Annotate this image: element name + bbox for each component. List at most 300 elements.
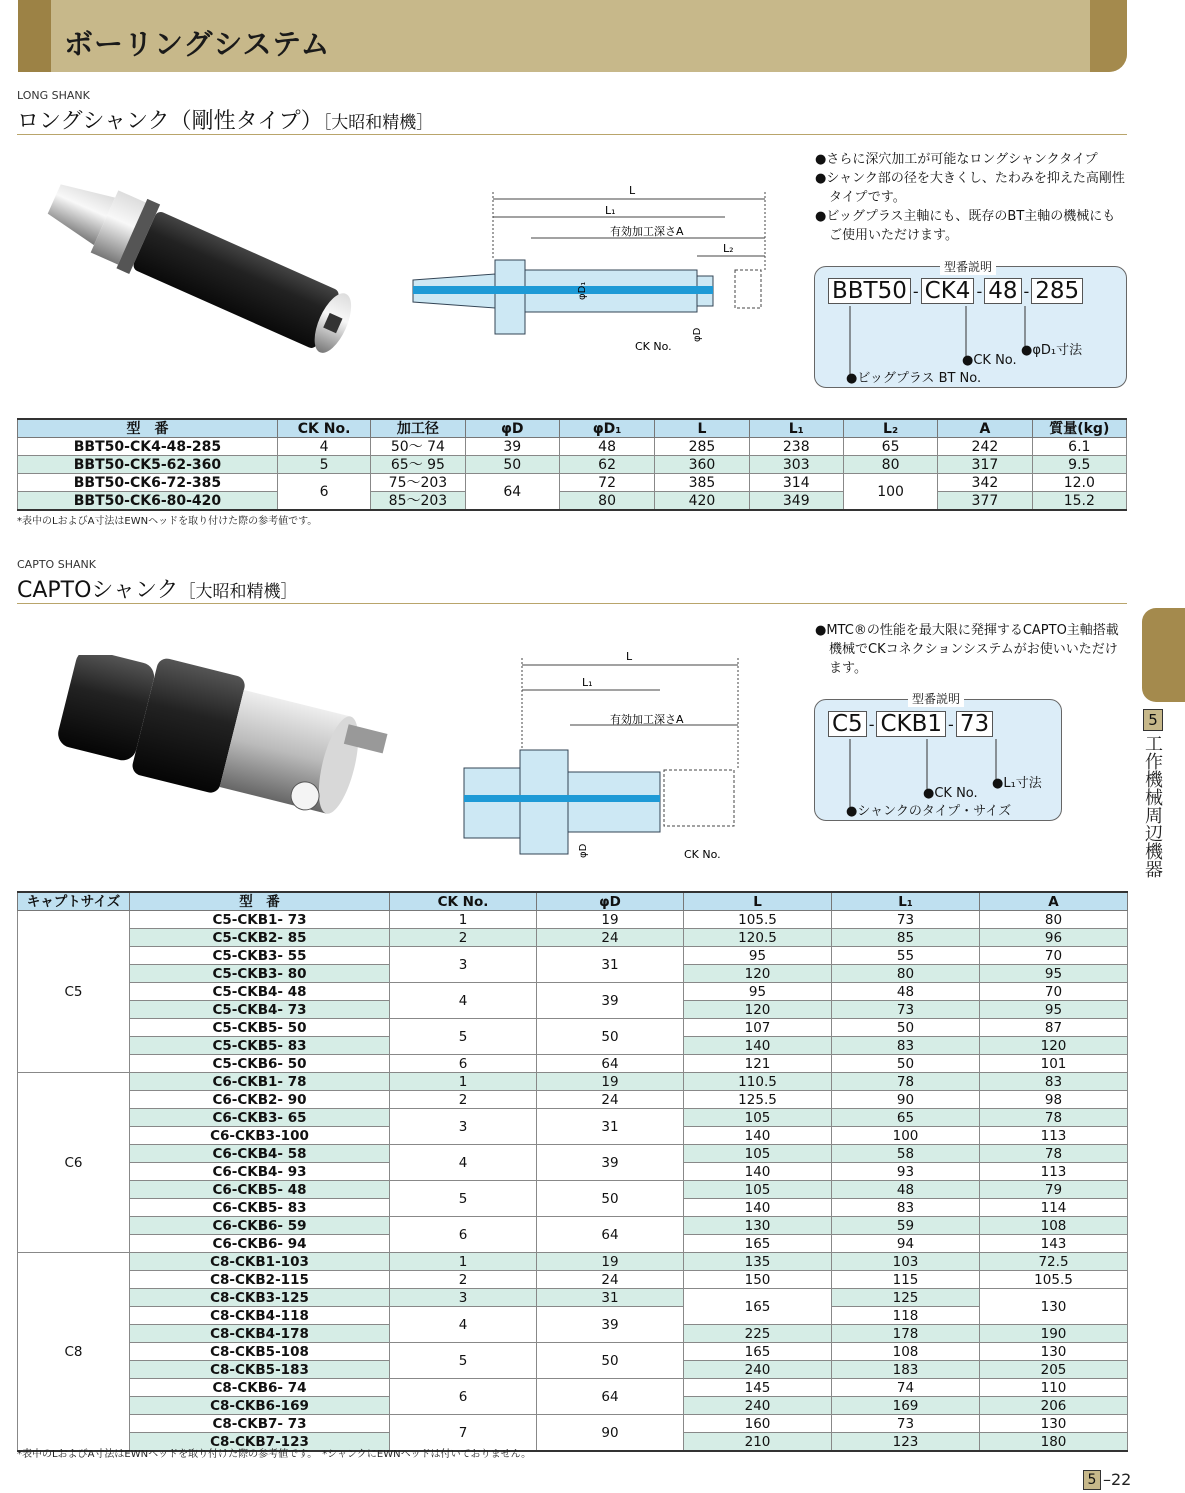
cell: 24 [537,929,684,947]
cell: 83 [832,1199,980,1217]
table-row [18,492,1127,511]
cell: BBT50-CK5-62-360 [18,456,278,474]
table-row [18,911,1128,929]
cell: 50～ 74 [371,438,465,456]
cell: 108 [832,1343,980,1361]
table-row [18,1415,1128,1433]
cell: C6-CKB4- 93 [130,1163,390,1181]
model-label-shank: ●シャンクのタイプ・サイズ [846,804,1012,819]
cell: 78 [832,1073,980,1091]
bullet-1: ●さらに深穴加工が可能なロングシャンクタイプ [815,152,1098,167]
cell: C5-CKB4- 48 [130,983,390,1001]
cell: 24 [537,1091,684,1109]
cell: 96 [980,929,1128,947]
cell: 123 [832,1433,980,1452]
cell: 385 [655,474,749,492]
cell: 78 [980,1145,1128,1163]
cell: 85 [832,929,980,947]
cell: 9.5 [1032,456,1126,474]
cell: 55 [832,947,980,965]
cell: 73 [832,1415,980,1433]
dim-D: φD [578,843,589,858]
cell: 130 [980,1343,1128,1361]
cell: 5 [390,1181,537,1217]
cell: 303 [749,456,843,474]
dim-L: L [629,184,636,197]
cell: 64 [537,1379,684,1415]
table-row [18,1379,1128,1397]
cell: C5-CKB6- 50 [130,1055,390,1073]
cell: 79 [980,1181,1128,1199]
cell: C6-CKB2- 90 [130,1091,390,1109]
cell: 83 [832,1037,980,1055]
cell: 50 [465,456,559,474]
code-sep: - [976,281,983,301]
col-header: 型 番 [130,892,390,911]
cell: 377 [938,492,1032,511]
capto-shank-table [17,891,1128,1452]
cell: 19 [537,911,684,929]
cell: 6.1 [1032,438,1126,456]
cell: BBT50-CK6-80-420 [18,492,278,511]
table-row [18,438,1127,456]
cell: 1 [390,1073,537,1091]
code-part-shank: C5 [828,711,867,737]
dim-D: φD [692,327,703,342]
page-title: ボーリングシステム [64,27,331,61]
cell: 48 [832,983,980,1001]
long-shank-photo [20,178,380,353]
code-sep: - [1023,281,1030,301]
cell: C6-CKB3- 65 [130,1109,390,1127]
long-shank-drawing [405,180,785,355]
cell: 114 [980,1199,1128,1217]
code-part-d1: 48 [984,278,1021,304]
cell: C8-CKB7-123 [130,1433,390,1452]
col-header: L₁ [749,419,843,438]
cell: 70 [980,947,1128,965]
chapter-tab [1142,608,1185,702]
col-header: φD [537,892,684,911]
cell: 72.5 [980,1253,1128,1271]
cell: C5-CKB4- 73 [130,1001,390,1019]
cell: 5 [390,1019,537,1055]
model-label-d1: ●φD₁寸法 [1021,343,1083,358]
cell: C8-CKB6- 74 [130,1379,390,1397]
cell: 105 [684,1181,832,1199]
cell: 64 [537,1217,684,1253]
col-header: CK No. [390,892,537,911]
cell: 75～203 [371,474,465,492]
cell: 103 [832,1253,980,1271]
table-header [18,419,1127,438]
cell: 100 [832,1127,980,1145]
cell: 110.5 [684,1073,832,1091]
cell: 140 [684,1037,832,1055]
cell: BBT50-CK6-72-385 [18,474,278,492]
table-row [18,1145,1128,1163]
cell: C5-CKB1- 73 [130,911,390,929]
cell: 95 [980,965,1128,983]
cell: 113 [980,1163,1128,1181]
table-row [18,1073,1128,1091]
section2-title: CAPTOシャンク［大昭和精機］ [17,578,298,603]
section2-note: *表中のLおよびA寸法はEWNヘッドを取り付けた際の参考値です。 *シャンクにEWNヘッドは付いておりません。 [17,1449,532,1460]
table-row [18,1307,1128,1325]
cell: 125.5 [684,1091,832,1109]
cell: 50 [832,1019,980,1037]
cell: 50 [537,1181,684,1217]
section1-note: *表中のLおよびA寸法はEWNヘッドを取り付けた際の参考値です。 [17,516,318,527]
cell: 242 [938,438,1032,456]
model-label-ck: ●CK No. [923,786,978,801]
cell: 206 [980,1397,1128,1415]
long-shank-table [17,418,1127,511]
cell: 105 [684,1145,832,1163]
capto-shank-photo [50,655,400,835]
cell: 105.5 [684,911,832,929]
section1-rule [17,134,1127,135]
cell: 205 [980,1361,1128,1379]
cell: 1 [390,1253,537,1271]
cell: 48 [832,1181,980,1199]
cell: C6-CKB6- 94 [130,1235,390,1253]
table-row [18,1019,1128,1037]
code-part-length: 285 [1031,278,1083,304]
cell: 19 [537,1253,684,1271]
cell: 95 [980,1001,1128,1019]
code-part-ck: CK4 [921,278,975,304]
cell: 50 [537,1019,684,1055]
table-header [18,892,1128,911]
cell: 145 [684,1379,832,1397]
cell: 39 [537,1307,684,1343]
model-label-l1: ●L₁寸法 [992,776,1042,791]
cell: 4 [390,983,537,1019]
cell: C5-CKB5- 83 [130,1037,390,1055]
cell: 3 [390,1109,537,1145]
model-box-title-1: 型番説明 [940,258,996,275]
cell: 7 [390,1415,537,1452]
col-header: CK No. [277,419,370,438]
cell: 78 [980,1109,1128,1127]
code-sep: - [912,281,919,301]
cell: C6-CKB5- 83 [130,1199,390,1217]
cell: C5-CKB2- 85 [130,929,390,947]
cell: 80 [980,911,1128,929]
table-row [18,1271,1128,1289]
cell: C8-CKB3-125 [130,1289,390,1307]
col-header: 質量(kg) [1032,419,1126,438]
section1-en-title: LONG SHANK [17,89,90,102]
cell: 285 [655,438,749,456]
cell: 101 [980,1055,1128,1073]
cell: 64 [465,474,559,511]
col-header: L₂ [843,419,937,438]
code-part-series: BBT50 [828,278,911,304]
cell: 4 [390,1145,537,1181]
cell: 169 [832,1397,980,1415]
cell: C8-CKB1-103 [130,1253,390,1271]
cell: 95 [684,947,832,965]
table-row [18,1343,1128,1361]
dim-depth: 有効加工深さA [610,713,684,726]
cell: C5-CKB3- 80 [130,965,390,983]
table-row [18,1055,1128,1073]
col-header: L [684,892,832,911]
col-header: 加工径 [371,419,465,438]
cell: 70 [980,983,1128,1001]
cell: 314 [749,474,843,492]
cell: 6 [390,1379,537,1415]
col-header: 型 番 [18,419,278,438]
size-cell: C6 [18,1073,130,1253]
coolant-line [413,286,713,294]
cell: 65～ 95 [371,456,465,474]
cell: 130 [684,1217,832,1235]
cell: 2 [390,929,537,947]
cell: 74 [832,1379,980,1397]
bullet-3: ●ビッグプラス主軸にも、既存のBT主軸の機械にもご使用いただけます。 [815,209,1116,243]
cell: 31 [537,1109,684,1145]
cell: 90 [537,1415,684,1452]
cell: C8-CKB7- 73 [130,1415,390,1433]
cell: 342 [938,474,1032,492]
cell: C6-CKB3-100 [130,1127,390,1145]
cell: 107 [684,1019,832,1037]
cell: 225 [684,1325,832,1343]
cell: 39 [465,438,559,456]
table-row [18,1253,1128,1271]
chapter-title: 工作機械周辺機器 [1142,734,1163,878]
table-row [18,474,1127,492]
model-label-ck: ●CK No. [962,353,1017,368]
table-row [18,456,1127,474]
bullet-2: ●シャンク部の径を大きくし、たわみを抑えた高剛性タイプです。 [815,171,1125,205]
model-box-title-2: 型番説明 [908,690,964,707]
col-header: キャプトサイズ [18,892,130,911]
cell: 2 [390,1271,537,1289]
cell: 48 [559,438,654,456]
cell: C8-CKB4-118 [130,1307,390,1325]
section2-bullets [815,621,1127,678]
footer-chapter-number: 5 [1083,1470,1101,1490]
table-row [18,983,1128,1001]
cell: 3 [390,1289,537,1307]
cell: C8-CKB4-178 [130,1325,390,1343]
cell: 90 [832,1091,980,1109]
cell: 80 [559,492,654,511]
cell: 317 [938,456,1032,474]
cell: 125 [832,1289,980,1307]
cell: C6-CKB1- 78 [130,1073,390,1091]
cell: 360 [655,456,749,474]
table-row [18,947,1128,965]
cell: C6-CKB6- 59 [130,1217,390,1235]
cell: 15.2 [1032,492,1126,511]
cell: 4 [390,1307,537,1343]
cell: 130 [980,1289,1128,1325]
cell: 110 [980,1379,1128,1397]
cell: 210 [684,1433,832,1452]
dim-L1: L₁ [605,204,616,217]
col-header: A [938,419,1032,438]
cell: 118 [832,1307,980,1325]
capto-shank-drawing [450,650,750,865]
cell: 183 [832,1361,980,1379]
cell: 420 [655,492,749,511]
dim-L: L [626,650,633,663]
ck-no-label: CK No. [635,340,672,353]
cell: 50 [537,1343,684,1379]
cell: C5-CKB3- 55 [130,947,390,965]
cell: 59 [832,1217,980,1235]
cell: 150 [684,1271,832,1289]
cell: 65 [832,1109,980,1127]
code-sep: - [868,714,875,734]
col-header: L [655,419,749,438]
cell: 160 [684,1415,832,1433]
cell: 24 [537,1271,684,1289]
cell: C6-CKB5- 48 [130,1181,390,1199]
cell: 31 [537,1289,684,1307]
cell: 143 [980,1235,1128,1253]
cell: 80 [832,965,980,983]
cell: 130 [980,1415,1128,1433]
table-row [18,1109,1128,1127]
dim-depth: 有効加工深さA [610,225,684,238]
cell: 115 [832,1271,980,1289]
cell: 165 [684,1343,832,1361]
code-part-ck: CKB1 [876,711,946,737]
dim-D1: φD₁ [577,281,588,300]
code-sep: - [948,714,954,734]
cell: BBT50-CK4-48-285 [18,438,278,456]
page-number: –22 [1103,1470,1132,1489]
cell: 39 [537,983,684,1019]
cell: 93 [832,1163,980,1181]
size-cell: C5 [18,911,130,1073]
cell: 83 [980,1073,1128,1091]
cell: 140 [684,1163,832,1181]
cell: C8-CKB2-115 [130,1271,390,1289]
col-header: A [980,892,1128,911]
cell: C8-CKB5-108 [130,1343,390,1361]
cell: 180 [980,1433,1128,1452]
cell: 72 [559,474,654,492]
cell: 349 [749,492,843,511]
cell: 190 [980,1325,1128,1343]
cell: C8-CKB6-169 [130,1397,390,1415]
cell: 120 [980,1037,1128,1055]
cell: 140 [684,1127,832,1145]
table-row [18,1181,1128,1199]
cell: 65 [843,438,937,456]
col-header: φD [465,419,559,438]
cell: 165 [684,1235,832,1253]
cell: 5 [277,456,370,474]
cell: 165 [684,1289,832,1325]
cell: 6 [390,1217,537,1253]
section1-bullets [815,150,1127,245]
cell: 58 [832,1145,980,1163]
cell: 240 [684,1361,832,1379]
cell: 240 [684,1397,832,1415]
cell: 95 [684,983,832,1001]
cell: 2 [390,1091,537,1109]
cell: 120 [684,1001,832,1019]
cell: 19 [537,1073,684,1091]
cell: 39 [537,1145,684,1181]
cell: 105 [684,1109,832,1127]
cell: 1 [390,911,537,929]
cell: 12.0 [1032,474,1126,492]
table-row [18,1217,1128,1235]
table-row [18,1289,1128,1307]
col-header: φD₁ [559,419,654,438]
table-row [18,1091,1128,1109]
cell: 135 [684,1253,832,1271]
section2-rule [17,603,1127,604]
cell: 238 [749,438,843,456]
cell: 94 [832,1235,980,1253]
cell: 87 [980,1019,1128,1037]
dim-L2: L₂ [723,242,734,255]
cell: 120.5 [684,929,832,947]
code-part-l1: 73 [956,711,993,737]
table-row [18,929,1128,947]
cell: C6-CKB4- 58 [130,1145,390,1163]
cell: 73 [832,911,980,929]
cell: 3 [390,947,537,983]
title-cap [1090,0,1127,72]
cell: 64 [537,1055,684,1073]
section2-en-title: CAPTO SHANK [17,558,96,571]
cell: C5-CKB5- 50 [130,1019,390,1037]
section1-title: ロングシャンク（剛性タイプ）［大昭和精機］ [17,109,434,134]
cell: 6 [390,1055,537,1073]
cell: 80 [843,456,937,474]
cell: 120 [684,965,832,983]
cell: 178 [832,1325,980,1343]
cell: 62 [559,456,654,474]
chapter-number: 5 [1143,709,1163,731]
dim-L1: L₁ [582,676,593,689]
cell: 100 [843,474,937,511]
cell: 113 [980,1127,1128,1145]
cell: 31 [537,947,684,983]
ck-no-label: CK No. [684,848,721,861]
cell: 121 [684,1055,832,1073]
cell: 98 [980,1091,1128,1109]
model-label-series: ●ビッグプラス BT No. [846,371,982,386]
cell: 5 [390,1343,537,1379]
cell: 4 [277,438,370,456]
coolant-line [464,795,660,802]
cell: 105.5 [980,1271,1128,1289]
cell: C8-CKB5-183 [130,1361,390,1379]
cell: 73 [832,1001,980,1019]
cell: 85～203 [371,492,465,511]
cell: 6 [277,474,370,511]
title-accent [18,0,51,72]
size-cell: C8 [18,1253,130,1452]
bullet-1: ●MTC®の性能を最大限に発揮するCAPTO主軸搭載機械でCKコネクションシステムがお使いいただけます。 [815,623,1119,676]
cell: 50 [832,1055,980,1073]
cell: 140 [684,1199,832,1217]
cell: 108 [980,1217,1128,1235]
col-header: L₁ [832,892,980,911]
